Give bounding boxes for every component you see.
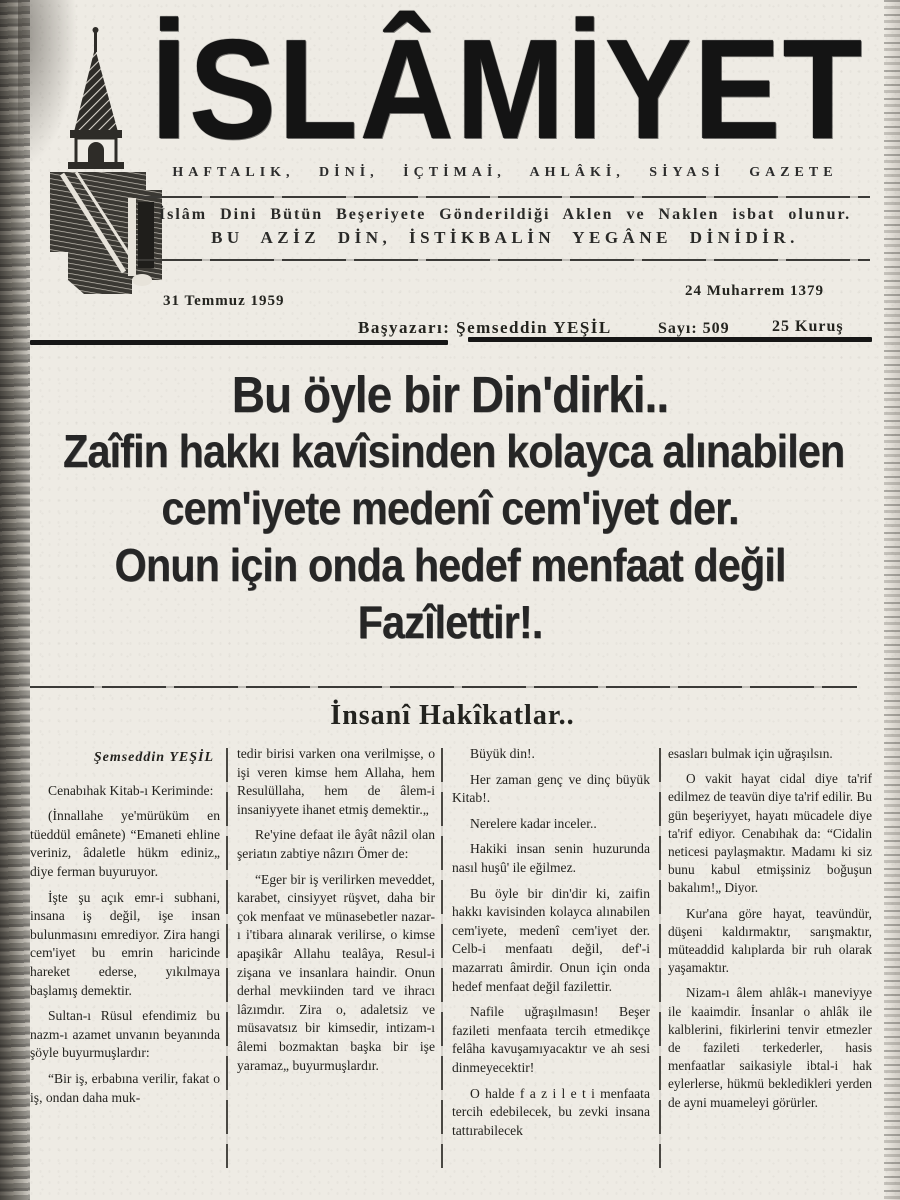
paragraph: Nafile uğraşılmasın! Beşer fazileti menfaata tercih etmedikçe felâha kavuşamıyacaktır ve ah sesi dinmeyecektir! (452, 1004, 650, 1075)
article-column-2 (237, 745, 435, 1173)
paragraph: Büyük din!. (470, 746, 535, 761)
paragraph: O vakit hayat cidal diye ta'rif edilmez de teavün diye ta'rif edilir. Bu gün beşeriyyet, hayatı mücadele diye ta'rif ediyor. Cenabıhak da: “Cidalin neticesi paylaşmaktır. Madamı ki siz bunu kabul etmişsiniz boğuşun bakalım!„ Diyor. (668, 771, 872, 896)
paragraph: Kur'ana göre hayat, teavündür, düşeni kaldırmaktır, sarışmaktır, müteaddid kalıplarda bir ruh olarak yaşamaktır. (668, 905, 872, 976)
newspaper-title: İSLÂMİYET (150, 10, 865, 169)
headline-line: Fazîlettir!. (357, 596, 543, 648)
paragraph: tedir birisi varken ona verilmişse, o işi veren kimse hem Allaha, hem Resulüllaha, hem de âlem-i insaniyyete ihanet etmiş demektir.„ (237, 746, 435, 817)
column-divider (226, 748, 228, 1168)
article-column-4 (668, 745, 872, 1173)
article-rule (30, 686, 857, 688)
editor-name: Başyazarı: Şemseddin YEŞİL (358, 318, 612, 337)
headline-line: Onun için onda hedef menfaat değil (114, 539, 786, 591)
headline-rule-left (30, 340, 448, 345)
paragraph: Re'yine defaat ile âyât nâzil olan şeriatın zabtiye nâzırı Ömer de: (237, 827, 435, 861)
headline-line: cem'iyete medenî cem'iyet der. (161, 482, 739, 534)
date-gregorian: 31 Temmuz 1959 (163, 293, 285, 309)
column-divider (441, 748, 443, 1168)
paragraph: Her zaman genç ve dinç büyük Kitab!. (452, 771, 650, 806)
article-column-3 (452, 745, 650, 1173)
paragraph: “Bir iş, erbabına verilir, fakat o iş, ondan daha muk- (30, 1070, 220, 1105)
article-title: İnsanî Hakîkatlar.. (330, 700, 575, 731)
date-hijri: 24 Muharrem 1379 (685, 283, 825, 299)
article-byline: Şemseddin YEŞİL (93, 750, 214, 765)
masthead-rule-bottom (138, 259, 870, 261)
newspaper-subtitle: HAFTALIK, DİNİ, İÇTİMAİ, AHLÂKİ, SİYASİ GAZETE (172, 165, 838, 180)
main-headline (20, 366, 880, 651)
paragraph: Sultan-ı Rüsul efendimiz bu nazm-ı azamet unvanın beyanında şöyle buyurmuşlardır: (30, 1008, 220, 1061)
masthead-rule-top (138, 196, 870, 198)
headline-line: Bu öyle bir Din'dirki.. (231, 366, 669, 423)
paragraph: İşte şu açık emr-i subhani, insana iş değil, işe insan bulunmasını emrediyor. Zira hangi cem'iyet bu emrin haricinde hareket ederse, yıkılmaya başlamış demektir. (30, 889, 220, 998)
paragraph: Bu öyle bir din'dir ki, zaifin hakkı kavisinden kolayca alınabilen cem'iyete, medenî cem'iyet der. Celb-i menfaatı değil, def'-i mazarratı âmirdir. Onun için onda hedef menfaat değil fazilettir. (452, 885, 650, 994)
paragraph: (İnnallahe ye'mürüküm en tüeddül emânete) “Emaneti ehline veriniz, âdaletle hükm ediniz„ diye ferman buyuruyor. (30, 808, 220, 879)
paragraph: Cenabıhak Kitab-ı Keriminde: (48, 782, 214, 798)
column-divider (659, 748, 661, 1168)
paragraph: “Eger bir iş verilirken meveddet, karabet, cinsiyyet rüşvet, daha bir çok menfaat ve münasebetler nazar-ı i'tibara alınarak verilirse, o kimse apaşikâr Allahu tealâya, Resul-i zişana ve insanlara haindir. Onun derhal mevkiinden tard ve ihracı lâzımdır. Zira o, adaletsiz ve müsavatsız bir kimsedir, intizam-ı âlemi bozmaktan başka bir işe yaramaz„ buyurmuşlardır. (237, 871, 435, 1073)
paragraph: esasları bulmak için uğraşılsın. (668, 746, 833, 761)
paragraph: Nerelere kadar inceler.. (470, 815, 597, 831)
paragraph: Hakiki insan senin huzurunda nasıl huşû' ile eğilmez. (452, 841, 650, 875)
paragraph: O halde f a z i l e t i menfaata tercih edebilecek, bu zevki insana tattırabilecek (452, 1085, 650, 1138)
motto-line-2: BU AZİZ DİN, İSTİKBALİN YEGÂNE DİNİDİR. (211, 228, 799, 247)
headline-line: Zaîfin hakkı kavîsinden kolayca alınabilen (63, 425, 845, 477)
article-column-1 (30, 745, 220, 1173)
motto-line-1: İslâm Dini Bütün Beşeriyete Gönderildiği Aklen ve Naklen isbat olunur. (158, 206, 852, 223)
paragraph: Nizam-ı âlem ahlâk-ı maneviyye ile kaaimdir. İnsanlar o ahlâk ile kalblerini, fikirlerini tenvir etmezler de fazileti terkederler, hasis menfaatlar saikasiyle ibtal-i hak eylerlerse, hükmü bekledikleri yerden de ayni muameleyi görürler. (668, 985, 872, 1110)
issue-number: Sayı: 509 (658, 320, 730, 337)
price: 25 Kuruş (772, 318, 844, 335)
headline-rule-right (468, 337, 872, 342)
